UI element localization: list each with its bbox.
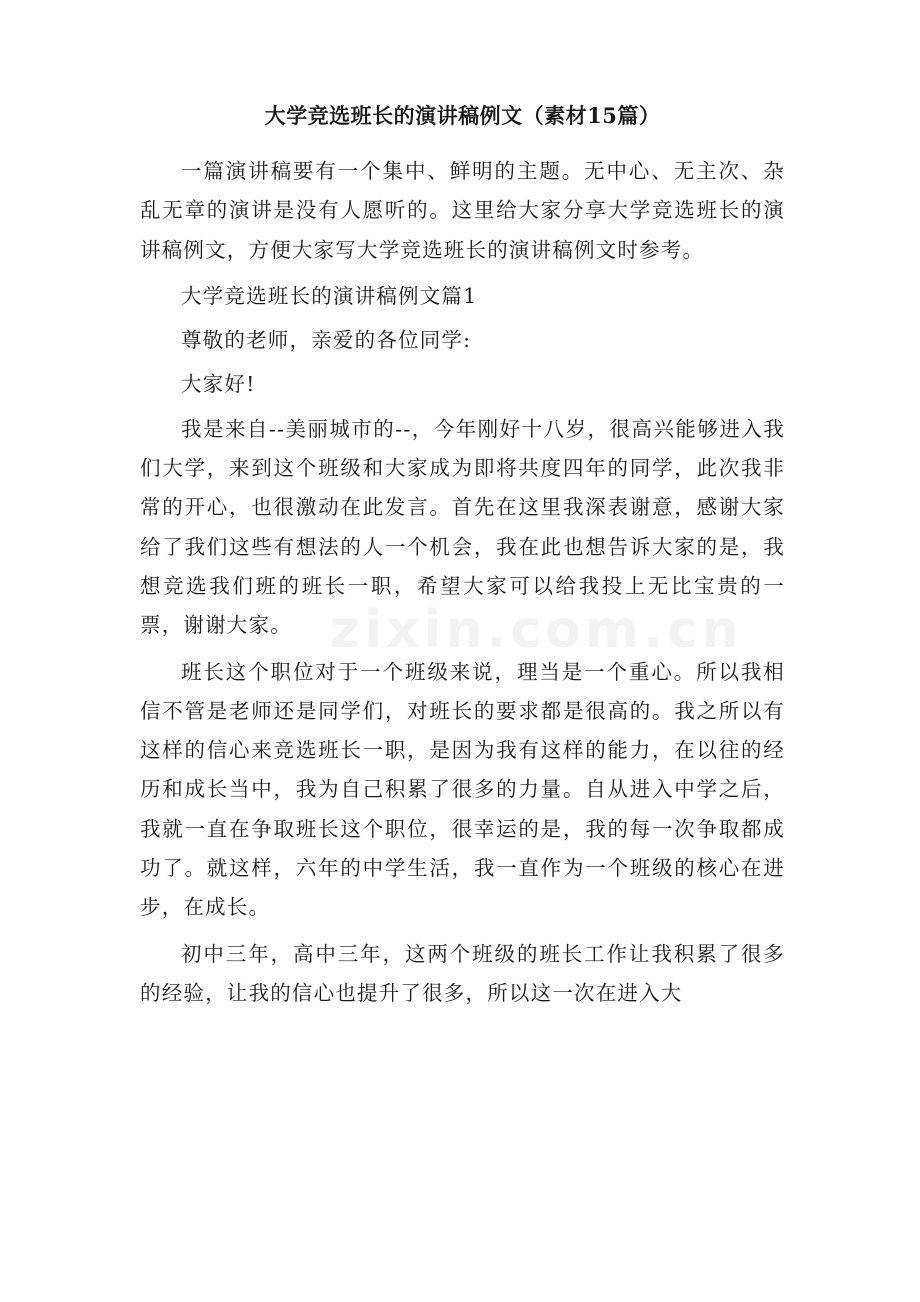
body-paragraph: 初中三年，高中三年，这两个班级的班长工作让我积累了很多的经验，让我的信心也提升了很多，所以这一次在进入大 — [140, 941, 785, 1005]
body-paragraph: 班长这个职位对于一个班级来说，理当是一个重心。所以我相信不管是老师还是同学们，对班长的要求都是很高的。我之所以有这样的信心来竞选班长一职，是因为我有这样的能力，在以往的经历和成长当中，我为自己积累了很多的力量。自从进入中学之后，我就一直在争取班长这个职位，很幸运的是，我的每一次争取都成功了。就这样，六年的中学生活，我一直作为一个班级的核心在进步，在成长。 — [140, 659, 785, 920]
body-paragraph: 我是来自--美丽城市的--，今年刚好十八岁，很高兴能够进入我们大学，来到这个班级和大家成为即将共度四年的同学，此次我非常的开心，也很激动在此发言。首先在这里我深表谢意，感谢大家给了我们这些有想法的人一个机会，我在此也想告诉大家的是，我想竞选我们班的班长一职，希望大家可以给我投上无比宝贵的一票，谢谢大家。 — [140, 416, 785, 638]
greeting: 大家好! — [181, 372, 256, 397]
salutation: 尊敬的老师，亲爱的各位同学: — [181, 328, 472, 353]
section-heading: 大学竞选班长的演讲稿例文篇1 — [181, 283, 478, 308]
document-title: 大学竞选班长的演讲稿例文（素材15篇） — [264, 103, 661, 128]
document-page — [140, 100, 785, 1020]
intro-paragraph: 一篇演讲稿要有一个集中、鲜明的主题。无中心、无主次、杂乱无章的演讲是没有人愿听的。这里给大家分享大学竞选班长的演讲稿例文，方便大家写大学竞选班长的演讲稿例文时参考。 — [140, 159, 785, 262]
watermark: zixin.com.cn — [330, 600, 743, 660]
